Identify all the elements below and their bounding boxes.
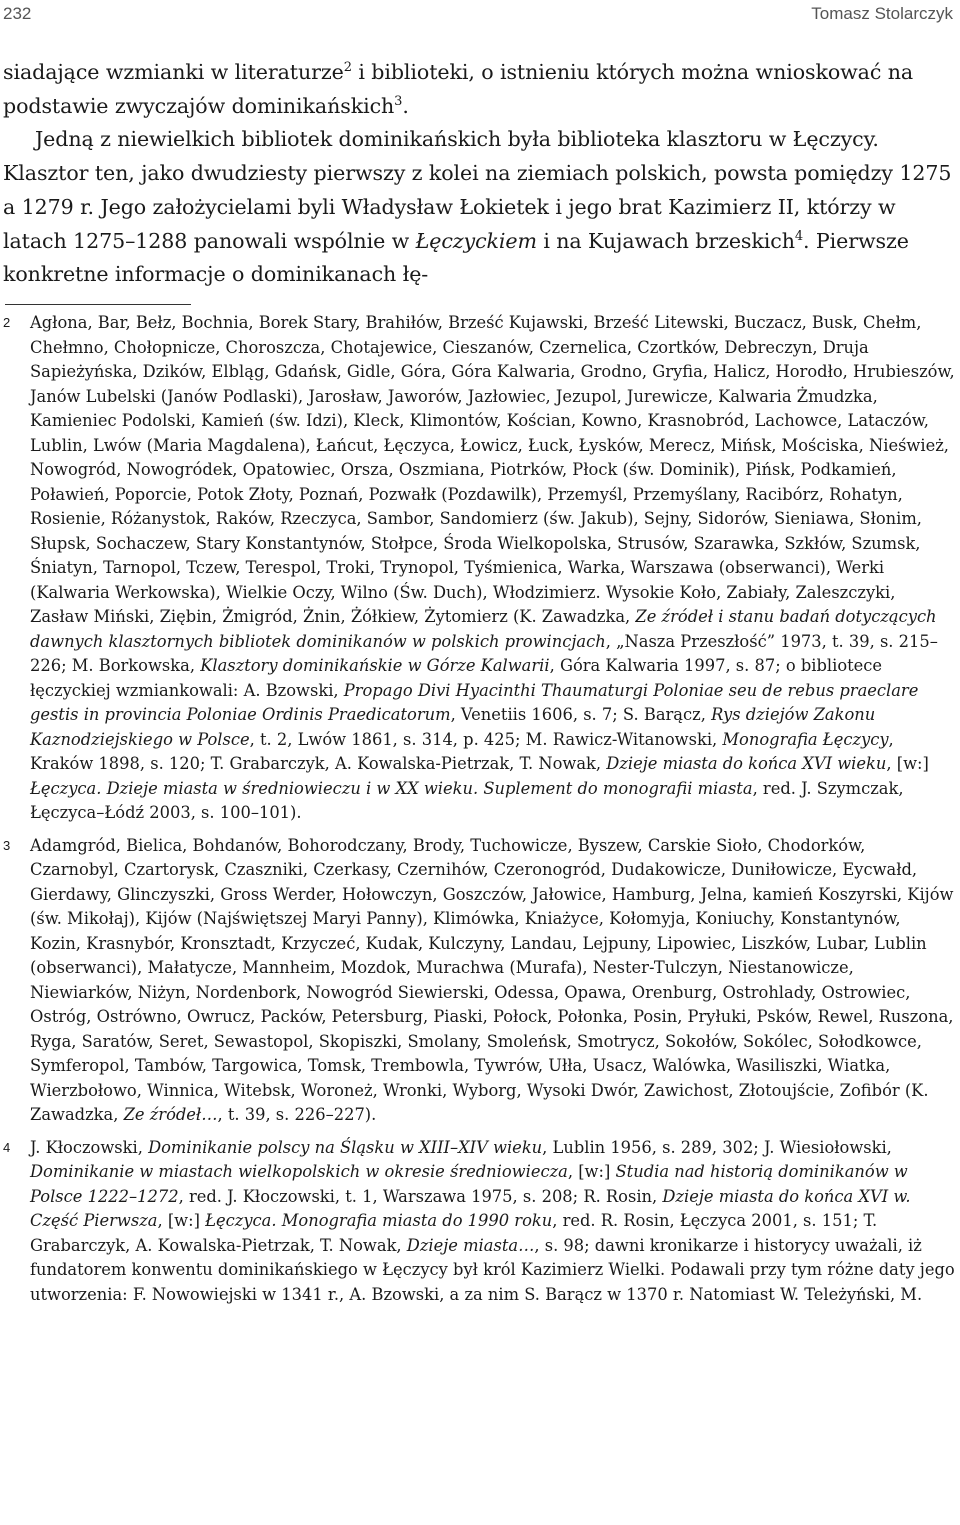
body-text <box>3 56 953 292</box>
footnote-number: 4 <box>3 1139 11 1155</box>
footnote-text: J. Kłoczowski, Dominikanie polscy na Śląsku w XIII–XIV wieku, Lublin 1956, s. 289, 302; J. Wiesiołowski, Dominikanie w miastach wielkopolskich w okresie średniowiecza, [w:] Studia nad historią dominikanów w Polsce 1222–1272, red. J. Kłoczowski, t. 1, Warszawa 1975, s. 208; R. Rosin, Dzieje miasta do końca XVI w. Część Pierwsza, [w:] Łęczyca. Monografia miasta do 1990 roku, red. R. Rosin, Łęczyca 2001, s. 151; T. Grabarczyk, A. Kowalska-Pietrzak, T. Nowak, Dzieje miasta…, s. 98; dawni kronikarze i historycy uważali, iż fundatorem konwentu dominikańskiego w Łęczycy był król Kazimierz Wielki. Podawali przy tym różne daty jego utworzenia: F. Nowowiejski w 1341 r., A. Bzowski, a za nim S. Barącz w 1370 r. Natomiast W. Teleżyński, M. <box>30 1137 955 1304</box>
page-number: 232 <box>3 4 32 23</box>
page-header <box>0 0 960 30</box>
footnote-ref-2[interactable]: 2 <box>343 60 352 76</box>
footnote-ref-4[interactable]: 4 <box>794 228 804 244</box>
footnote-number: 3 <box>3 837 11 853</box>
footnotes <box>0 311 956 1315</box>
body-paragraph-2: Jedną z niewielkich bibliotek dominikańskich była biblioteka klasztoru w Łęczycy. Klasztor ten, jako dwudziesty pierwszy z kolei na ziemiach polskich, powsta pomiędzy 1275 a 1279 r. Jego założycielami byli Władysław Łokietek i jego brat Kazimierz II, którzy w latach 1275–1288 panowali wspólnie w Łęczyckiem i na Kujawach brzeskich$^4$. Pierwsze konkretne informacje o dominikanach łę- <box>3 127 952 287</box>
footnote-ref-3[interactable]: 3 <box>394 93 403 109</box>
running-head-author: Tomasz Stolarczyk <box>811 4 953 23</box>
footnote-text: Agłona, Bar, Bełz, Bochnia, Borek Stary, Brahiłów, Brześć Kujawski, Brześć Litewski, Buczacz, Busk, Chełm, Chełmno, Chołopnicze, Choroszcza, Chotajewice, Cieszanów, Czernelica, Czortków, Debreczyn, Druja Sapieżyńska, Dzików, Elbląg, Gdańsk, Gidle, Góra, Góra Kalwaria, Grodno, Gryfia, Halicz, Horodło, Hrubieszów, Janów Lubelski (Janów Podlaski), Jarosław, Jaworów, Jazłowiec, Jezupol, Jurewicze, Kalwaria Żmudzka, Kamieniec Podolski, Kamień (św. Idzi), Kleck, Klimontów, Kościan, Kowno, Krasnobród, Lachowce, Lataczów, Lublin, Lwów (Maria Magdalena), Łańcut, Łęczyca, Łowicz, Łuck, Łysków, Merecz, Mińsk, Mościska, Nieśwież, Nowogród, Nowogródek, Opatowiec, Orsza, Oszmiana, Piotrków, Płock (św. Dominik), Pińsk, Podkamień, Poławień, Poporcie, Potok Złoty, Poznań, Pozwałk (Pozdawilk), Przemyśl, Przemyślany, Racibórz, Rohatyn, Rosienie, Różanystok, Raków, Rzeczyca, Sambor, Sandomierz (św. Jakub), Sejny, Sidorów, Sieniawa, Słonim, Słupsk, Sochaczew, Stary Konstantynów, Stołpce, Środa Wielkopolska, Strusów, Szarawka, Szkłów, Szumsk, Śniatyn, Tarnopol, Tczew, Terespol, Troki, Trynopol, Tyśmienica, Warka, Warszawa (obserwanci), Werki (Kalwaria Werkowska), Wielkie Oczy, Wilno (Św. Duch), Włodzimierz. Wysokie Koło, Zabiały, Zaleszczyki, Zasław Miński, Ziębin, Żmigród, Żnin, Żółkiew, Żytomierz (K. Zawadzka, Ze źródeł i stanu badań dotyczących dawnych klasztornych bibliotek dominikanów w polskich prowincjach, „Nasza Przeszłość” 1973, t. 39, s. 215–226; M. Borkowska, Klasztory dominikańskie w Górze Kalwarii, Góra Kalwaria 1997, s. 87; o bibliotece łęczyckiej wzmiankowali: A. Bzowski, Propago Divi Hyacinthi Thaumaturgi Poloniae seu de rebus praeclare gestis in provincia Poloniae Ordinis Praedicatorum, Venetiis 1606, s. 7; S. Barącz, Rys dziejów Zakonu Kaznodziejskiego w Polsce, t. 2, Lwów 1861, s. 314, p. 425; M. Rawicz-Witanowski, Monografia Łęczycy, Kraków 1898, s. 120; T. Grabarczyk, A. Kowalska-Pietrzak, T. Nowak, Dzieje miasta do końca XVI wieku, [w:] Łęczyca. Dzieje miasta w średniowieczu i w XX wieku. Suplement do monografii miasta, red. J. Szymczak, Łęczyca–Łódź 2003, s. 100–101). <box>30 313 955 822</box>
footnote-3 <box>0 834 956 1128</box>
footnote-4 <box>0 1136 956 1308</box>
footnote-separator <box>5 304 191 305</box>
footnote-number: 2 <box>3 315 11 330</box>
footnote-2 <box>0 311 956 826</box>
body-paragraph-1: siadające wzmianki w literaturze$^2$ i biblioteki, o istnieniu których można wnioskować na podstawie zwyczajów dominikańskich$^3$. <box>3 60 914 118</box>
footnote-text: Adamgród, Bielica, Bohdanów, Bohorodczany, Brody, Tuchowicze, Byszew, Carskie Sioło, Chodorków, Czarnobyl, Czartorysk, Czaszniki, Czerkasy, Czernihów, Czeronogród, Dudakowicze, Duniłowicze, Eycwałd, Gierdawy, Glinczyszki, Gross Werder, Hołowczyn, Goszczów, Jałowice, Hamburg, Jelna, kamień Koszyrski, Kijów (św. Mikołaj), Kijów (Najświętszej Maryi Panny), Klimówka, Kniażyce, Kołomyja, Koniuchy, Konstantynów, Kozin, Krasnybór, Kronsztadt, Krzyczeć, Kudak, Kulczyny, Landau, Lejpuny, Lipowiec, Liszków, Lubar, Lublin (obserwanci), Małatycze, Mannheim, Mozdok, Murachwa (Murafa), Nester-Tulczyn, Niestanowicze, Niewiarków, Niżyn, Nordenbork, Nowogród Siewierski, Odessa, Opawa, Orenburg, Ostrohlady, Ostrowiec, Ostróg, Ostrówno, Owrucz, Packów, Petersburg, Piaski, Połock, Połonka, Posin, Pryłuki, Psków, Rewel, Ruszona, Ryga, Saratów, Seret, Sewastopol, Skopiszki, Smolany, Smoleńsk, Smotrycz, Sokołów, Sokólec, Sołodkowce, Symferopol, Tambów, Targowica, Tomsk, Trembowla, Tywrów, Ułła, Usacz, Walówka, Wasiliszki, Wiatka, Wierzbołowo, Winnica, Witebsk, Woroneż, Wronki, Wyborg, Wysoki Dwór, Zawichost, Złotoujście, Zofibór (K. Zawadzka, Ze źródeł…, t. 39, s. 226–227). <box>30 835 954 1124</box>
